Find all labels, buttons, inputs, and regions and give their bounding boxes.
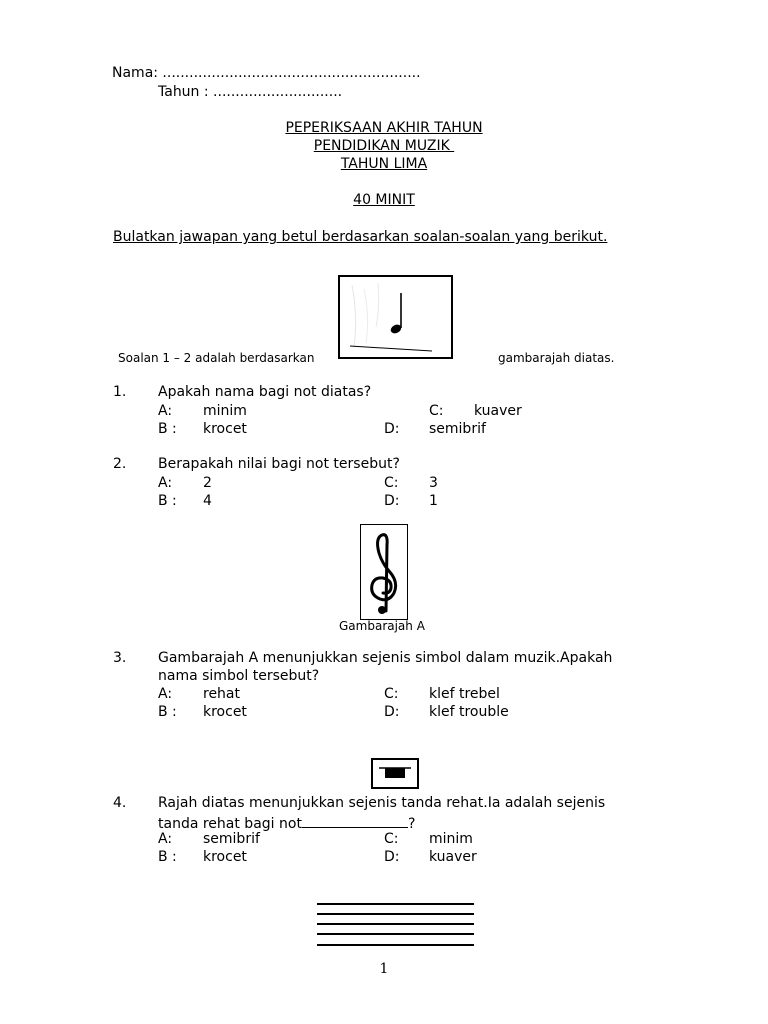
- nama-field[interactable]: Nama: ..........................................................: [112, 65, 421, 81]
- question-text-line2: tanda rehat bagi not ?: [158, 813, 415, 832]
- exam-title-line1: PEPERIKSAAN AKHIR TAHUN: [285, 120, 483, 136]
- quarter-note-icon: [340, 277, 451, 357]
- exam-title-line3: TAHUN LIMA: [340, 156, 428, 172]
- option-a[interactable]: rehat: [203, 686, 241, 702]
- option-b[interactable]: krocet: [203, 704, 247, 720]
- exam-duration: 40 MINIT: [353, 192, 415, 208]
- question-number: 2.: [113, 456, 127, 472]
- option-c[interactable]: minim: [429, 831, 473, 847]
- option-letter-a: A:: [158, 403, 173, 419]
- page-number: 1: [379, 961, 389, 977]
- option-b[interactable]: krocet: [203, 849, 247, 865]
- option-letter-c: C:: [429, 403, 444, 419]
- question-text-line2: nama simbol tersebut?: [158, 668, 320, 684]
- option-letter-c: C:: [384, 475, 399, 491]
- option-c[interactable]: klef trebel: [429, 686, 500, 702]
- option-letter-b: B :: [158, 421, 177, 437]
- option-a[interactable]: semibrif: [203, 831, 260, 847]
- option-c[interactable]: 3: [429, 475, 438, 491]
- question-text: Berapakah nilai bagi not tersebut?: [158, 456, 400, 472]
- option-letter-d: D:: [384, 421, 400, 437]
- staff-line: [317, 913, 474, 915]
- question-number: 3.: [113, 650, 127, 666]
- option-d[interactable]: semibrif: [429, 421, 486, 437]
- question-text-line1: Gambarajah A menunjukkan sejenis simbol dalam muzik.Apakah: [158, 650, 613, 666]
- option-letter-d: D:: [384, 704, 400, 720]
- option-b[interactable]: krocet: [203, 421, 247, 437]
- option-letter-b: B :: [158, 493, 177, 509]
- option-letter-c: C:: [384, 686, 399, 702]
- answer-blank[interactable]: [302, 813, 408, 828]
- staff-line: [317, 944, 474, 946]
- option-a[interactable]: minim: [203, 403, 247, 419]
- semibreve-rest-icon: [373, 760, 417, 787]
- option-d[interactable]: kuaver: [429, 849, 477, 865]
- option-letter-a: A:: [158, 831, 173, 847]
- question-text-line1: Rajah diatas menunjukkan sejenis tanda rehat.Ia adalah sejenis: [158, 795, 606, 811]
- staff-line: [317, 923, 474, 925]
- treble-clef-figure: [360, 524, 408, 620]
- option-letter-d: D:: [384, 493, 400, 509]
- question-number: 4.: [113, 795, 127, 811]
- option-c[interactable]: kuaver: [474, 403, 522, 419]
- question-number: 1.: [113, 384, 127, 400]
- staff-line: [317, 933, 474, 935]
- rest-figure: [371, 758, 419, 789]
- option-letter-a: A:: [158, 475, 173, 491]
- option-letter-b: B :: [158, 849, 177, 865]
- option-b[interactable]: 4: [203, 493, 212, 509]
- treble-clef-icon: [361, 525, 407, 619]
- figure-caption-left: Soalan 1 – 2 adalah berdasarkan: [118, 351, 315, 365]
- figure-caption-right: gambarajah diatas.: [498, 351, 615, 365]
- instruction-text: Bulatkan jawapan yang betul berdasarkan soalan-soalan yang berikut.: [113, 229, 608, 245]
- option-letter-c: C:: [384, 831, 399, 847]
- option-a[interactable]: 2: [203, 475, 212, 491]
- option-letter-b: B :: [158, 704, 177, 720]
- option-d[interactable]: 1: [429, 493, 438, 509]
- figure-a-caption: Gambarajah A: [339, 619, 425, 633]
- exam-title-line2: PENDIDIKAN MUZIK: [313, 138, 455, 154]
- option-letter-d: D:: [384, 849, 400, 865]
- tahun-field[interactable]: Tahun : .............................: [158, 84, 343, 100]
- staff-line: [317, 903, 474, 905]
- option-letter-a: A:: [158, 686, 173, 702]
- question-text: Apakah nama bagi not diatas?: [158, 384, 372, 400]
- quarter-note-figure: [338, 275, 453, 359]
- option-d[interactable]: klef trouble: [429, 704, 509, 720]
